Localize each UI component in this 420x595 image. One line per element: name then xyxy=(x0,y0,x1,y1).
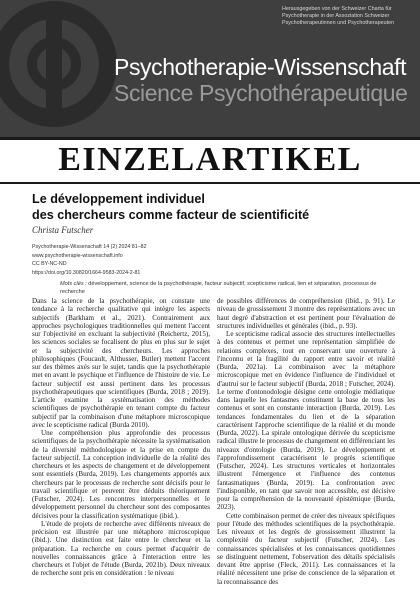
journal-title: Psychotherapie-Wissenschaft xyxy=(114,54,407,80)
paragraph: de possibles différences de compréhension (ibid., p. 91). Le niveau de grossissement 3 montre des représentations avec un haut degré d'abstraction et est pertinent pour l'évaluation de structures individuelles et générales (ibid., p. 93). xyxy=(217,297,395,330)
journal-banner xyxy=(0,0,420,137)
citation: Psychotherapie-Wissenschaft 14 (2) 2024 81–82 xyxy=(32,244,147,250)
body-column-right xyxy=(217,297,395,593)
journal-subtitle: Science Psychothérapeutique xyxy=(114,80,408,106)
license: CC BY-NC-ND xyxy=(32,261,67,268)
keywords xyxy=(60,280,400,296)
keywords-label: Mots clés : xyxy=(60,281,87,287)
paragraph: Dans la science de la psychothérapie, on constate une tendance à la recherche qualitative qui intègre les aspects subjectifs (Barkham et al., 2021). Contrairement aux approches psychologiques traditionnelles qui mettent l'accent sur l'objectivité en excluant la subjectivité (Reichertz, 2015), les sciences sociales se focalisent de plus en plus sur le sujet et la subjectivité des chercheurs. Les approches philosophiques (Foucault, Althusser, Butler) mettent l'accent sur des thèmes axés sur le sujet, tandis que la psychothérapie met en avant le psychique et l'influence de l'histoire de vie. Le facteur subjectif est aussi pertinent dans les processus psychothérapeutiques que scientifiques (Burda, 2018 ; 2019). L'article examine la systématisation des méthodes scientifiques de psychothérapie en tenant compte du facteur subjectif par la combinaison d'une métaphore microscopique avec le scepticisme radical (Burda 2010). xyxy=(32,297,210,429)
article-title xyxy=(32,191,402,223)
article-title-line-2: des chercheurs comme facteur de scientificité xyxy=(32,208,310,222)
body-column-left xyxy=(32,297,210,593)
paragraph: Une compréhension plus approfondie des processus scientifiques de la psychothérapie nécessite la systématisation de la diversité méthodologique et la prise en compte du facteur subjectif. La conception individuelle de la réalité des chercheurs et les aspects de changement et de développement sont essentiels (Burda, 2019). Les changements apportés aux chercheurs par le processus de recherche sont décisifs pour le travail scientifique et peuvent être déduits théoriquement (Futscher, 2024). Les rencontres interpersonnelles et le développement personnel du chercheur sont des composantes décisives pour la classification systématique (ibid.). xyxy=(32,429,210,520)
divider-bottom xyxy=(0,182,420,184)
publication-info xyxy=(32,243,282,277)
section-label: EINZELARTIKEL xyxy=(58,141,362,178)
article-author: Christa Futscher xyxy=(32,225,94,235)
article-title-line-1: Le développement individuel xyxy=(32,192,205,206)
paragraph: Cette combinaison permet de créer des niveaux spécifiques pour l'étude des méthodes scientifiques de la psychothérapie. Les niveaux et les degrés de grossissement illustrent la complexité du facteur subjectif (Futscher, 2024). Les connaissances spécialisées et les connaissances quotidiennes se distinguent nettement, l'observation des détails spécialisés devant être apprise (Fleck, 2011). Les connaissances et la réalité nécessitent une prise de conscience de la séparation et la reconnaissance des xyxy=(217,511,395,586)
paragraph: Le scepticisme radical associe des structures intellectuelles à des contenus et permet une représentation simplifiée de relations complexes, tout en conservant une ouverture à l'inconnu et la fragilité du rapport entre savoir et réalité (Burda, 2021a). La combinaison avec la métaphore microscopique met en évidence l'influence de l'individuel et d'autrui sur le facteur subjectif (Burda, 2018 ; Futscher, 2024). Le terme d'ontonodologie désigne cette ontologie médiatique dans laquelle les fantasmes constituent la base de tous les contenus et sont en constante interaction (Burda, 2019). Les tendances fondamentales du lien et de la séparation caractérisent l'approche scientifique de la réalité et du monde (Burda, 2022). La spirale ontologique dérivée du scepticisme radical illustre le processus de changement en différenciant les niveaux d'ontologie (Burda, 2019). Le développement et l'approfondissement caractérisent le progrès scientifique (Futscher, 2024). Les structures verticales et horizontales illustrent l'émergence et l'influence des contenus fantasmatiques (Burda, 2019). La confrontation avec l'indisponible, en tant que savoir non accessible, est décisive pour la compréhension de la nouveauté épistémique (Burda, 2023). xyxy=(217,330,395,512)
paragraph: L'étude de projets de recherche avec différents niveaux de précision est illustrée par une métaphore microscopique (ibid.). Une distinction est faite entre le chercheur et la préparation. La recherche en cours permet d'acquérir de nouvelles connaissances grâce à l'interaction entre les chercheurs et l'objet de l'étude (Burda, 2021b). Deux niveaux de recherche sont pris en considération : le niveau xyxy=(32,519,210,578)
journal-logo-icon xyxy=(0,0,124,137)
keywords-text: développement, science de la psychothérapie, facteur subjectif, scepticisme radical, lien et séparation, processus de recherche xyxy=(60,281,377,295)
website-link[interactable]: www.psychotherapie-wissenschaft.info xyxy=(32,252,123,259)
publisher-note: Herausgegeben von der Schweizer Charta für Psychotherapie in der Assoziation Schweizer Psychotherapeutinnen und Psychotherapeuten xyxy=(282,6,395,26)
doi-link[interactable]: https://doi.org/10.30820/1664-9583-2024-2-81 xyxy=(32,269,141,276)
